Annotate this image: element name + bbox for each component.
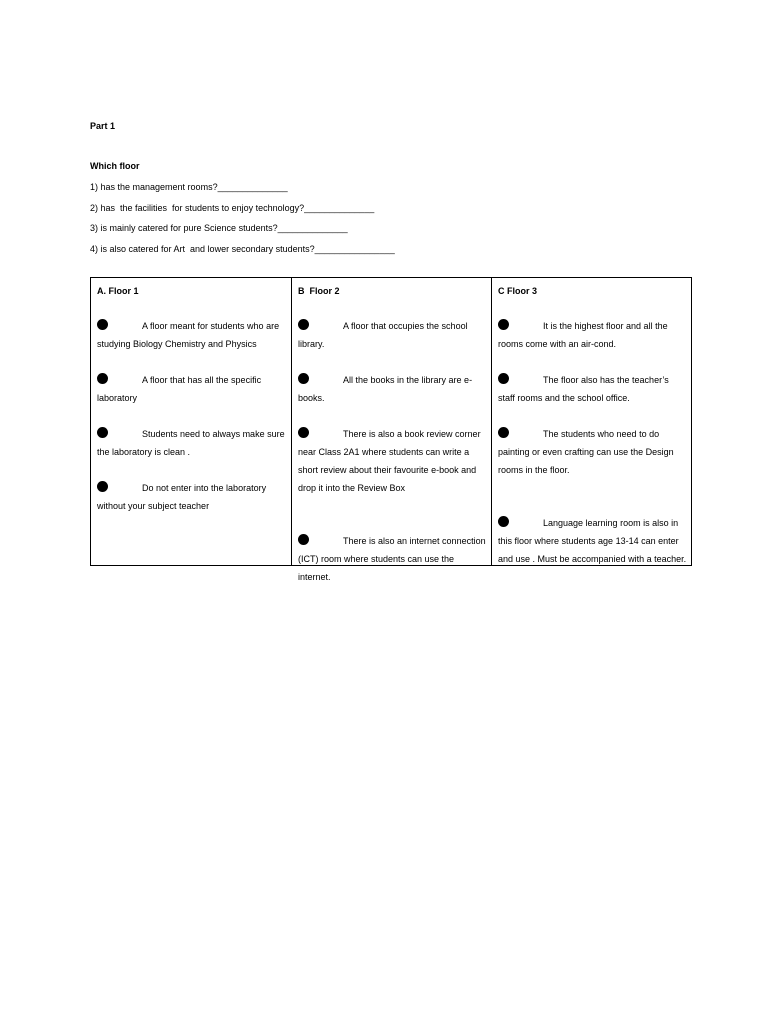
list-item-text: A floor meant for students who are studying Biology Chemistry and Physics <box>97 321 280 349</box>
list-item <box>498 514 687 568</box>
list-item-text: Students need to always make sure the laboratory is clean . <box>97 429 285 457</box>
question-1: 1) has the management rooms?______________ <box>90 182 288 192</box>
bullet-icon <box>298 319 309 330</box>
list-item <box>97 317 287 353</box>
list-item-text: There is also an internet connection (ICT) room where students can use the internet. <box>298 536 486 582</box>
list-item-text: Language learning room is also in this floor where students age 13-14 can enter and use . Must be accompanied with a teacher. <box>498 518 687 564</box>
list-item <box>97 371 287 407</box>
list-item <box>298 371 487 407</box>
bullet-icon <box>298 427 309 438</box>
list-item <box>97 425 287 461</box>
bullet-icon <box>498 373 509 384</box>
list-item <box>298 425 487 497</box>
list-item <box>298 317 487 353</box>
list-item <box>97 479 287 515</box>
floor-3-column <box>492 278 691 565</box>
list-item <box>498 371 687 407</box>
bullet-icon <box>97 481 108 492</box>
bullet-icon <box>97 427 108 438</box>
list-item-text: A floor that occupies the school library. <box>298 321 468 349</box>
question-4: 4) is also catered for Art and lower secondary students?________________ <box>90 244 395 254</box>
bullet-icon <box>97 319 108 330</box>
bullet-icon <box>298 373 309 384</box>
list-item-text: The students who need to do painting or even crafting can use the Design rooms in the floor. <box>498 429 674 475</box>
question-2: 2) has the facilities for students to enjoy technology?______________ <box>90 203 375 213</box>
list-item-text: There is also a book review corner near Class 2A1 where students can write a short review about their favourite e-book and drop it into the Review Box <box>298 429 481 493</box>
part-title: Part 1 <box>90 121 116 131</box>
list-item-text: It is the highest floor and all the rooms come with an air-cond. <box>498 321 668 349</box>
floor-1-heading: A. Floor 1 <box>97 286 139 296</box>
floor-3-heading: C Floor 3 <box>498 286 538 296</box>
bullet-icon <box>298 534 309 545</box>
list-item-text: A floor that has all the specific laboratory <box>97 375 262 403</box>
floor-1-column <box>91 278 292 565</box>
list-item <box>498 425 687 479</box>
bullet-icon <box>498 427 509 438</box>
bullet-icon <box>498 516 509 527</box>
floor-table <box>90 277 692 582</box>
question-3: 3) is mainly catered for pure Science students?______________ <box>90 223 348 233</box>
list-item <box>298 532 487 586</box>
list-item-text: The floor also has the teacher’s staff rooms and the school office. <box>498 375 669 403</box>
list-item <box>498 317 687 353</box>
bullet-icon <box>97 373 108 384</box>
list-item-text: All the books in the library are e-books. <box>298 375 473 403</box>
section-title: Which floor <box>90 161 140 171</box>
bullet-icon <box>498 319 509 330</box>
list-item-text: Do not enter into the laboratory without your subject teacher <box>97 483 267 511</box>
floor-2-column <box>292 278 492 582</box>
floor-2-heading: B Floor 2 <box>298 286 340 296</box>
